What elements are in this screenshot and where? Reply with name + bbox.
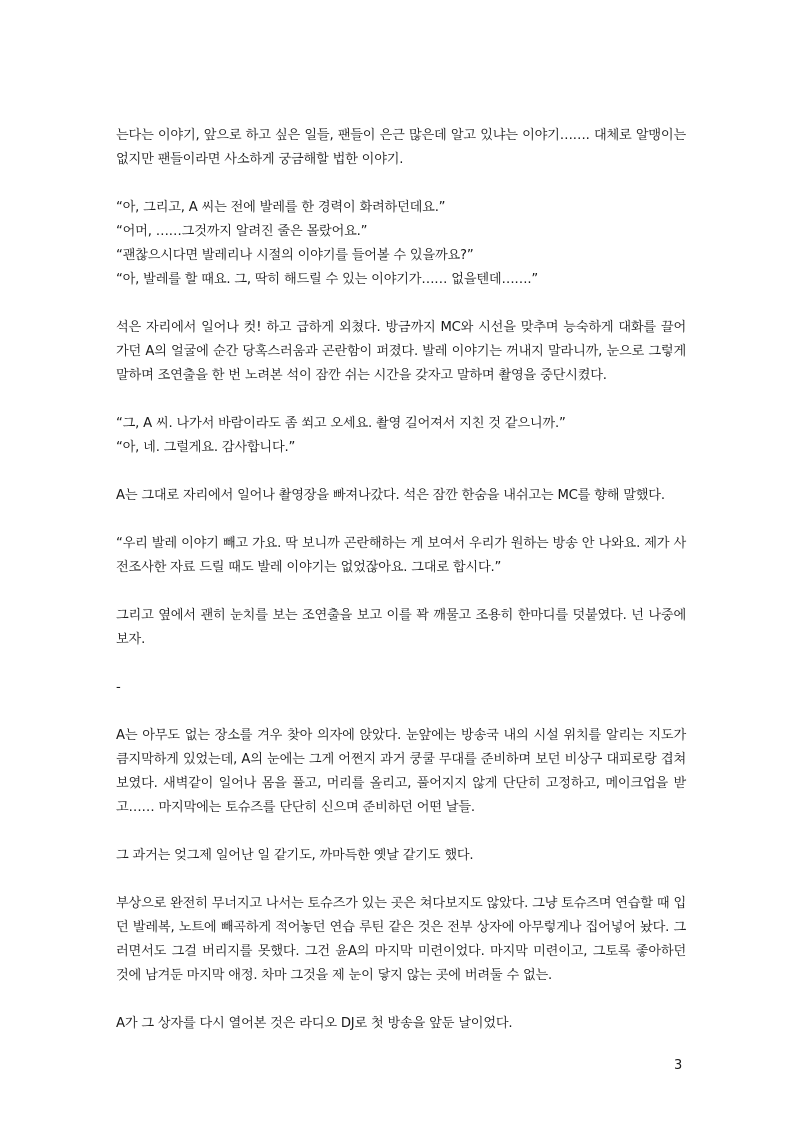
blank-line [116, 388, 686, 412]
dialogue-line: “아, 발레를 할 때요. 그, 딱히 해드릴 수 있는 이야기가…… 없을텐데…….” [116, 272, 539, 287]
dialogue-line: “우리 발레 이야기 빼고 가요. 딱 보니까 곤란해하는 게 보여서 우리가 원하는 방송 안 나와요. 제가 사전조사한 자료 드릴 때도 발레 이야기는 없었잖아요. 그대로 합시다.” [116, 536, 686, 575]
paragraph: A가 그 상자를 다시 열어본 것은 라디오 DJ로 첫 방송을 앞둔 날이었다. [116, 1016, 513, 1031]
paragraph: 석은 자리에서 일어나 컷! 하고 급하게 외쳤다. 방금까지 MC와 시선을 맞추며 능숙하게 대화를 끌어가던 A의 얼굴에 순간 당혹스러움과 곤란함이 퍼졌다. 발레 이야기는 꺼내지 말라니까, 눈으로 그렇게 말하며 조연출을 한 번 노려본 석이 잠깐 쉬는 시간을 갖자고 말하며 촬영을 중단시켰다. [116, 320, 686, 383]
blank-line [116, 868, 686, 892]
blank-line [116, 508, 686, 532]
blank-line [116, 652, 686, 676]
paragraph: 그 과거는 엊그제 일어난 일 같기도, 까마득한 옛날 같기도 했다. [116, 848, 474, 863]
blank-line [116, 580, 686, 604]
dialogue-line: “아, 네. 그럴게요. 감사합니다.” [116, 440, 296, 455]
dialogue-line: “아, 그리고, A 씨는 전에 발레를 한 경력이 화려하던데요.” [116, 200, 446, 215]
blank-line [116, 988, 686, 1012]
paragraph: A는 그대로 자리에서 일어나 촬영장을 빠져나갔다. 석은 잠깐 한숨을 내쉬고는 MC를 향해 말했다. [116, 488, 665, 503]
blank-line [116, 700, 686, 724]
paragraph: 그리고 옆에서 괜히 눈치를 보는 조연출을 보고 이를 꽉 깨물고 조용히 한마디를 덧붙였다. 넌 나중에 보자. [116, 608, 686, 647]
blank-line [116, 460, 686, 484]
blank-line [116, 172, 686, 196]
dialogue-line: “어머, ……그것까지 알려진 줄은 몰랐어요.” [116, 224, 368, 239]
dialogue-line: “그, A 씨. 나가서 바람이라도 좀 쐬고 오세요. 촬영 길어져서 지친 것 같으니까.” [116, 416, 566, 431]
paragraph: A는 아무도 없는 장소를 겨우 찾아 의자에 앉았다. 눈앞에는 방송국 내의 시설 위치를 알리는 지도가 큼지막하게 있었는데, A의 눈에는 그게 어쩐지 과거 쿵쿨 무대를 준비하며 보던 비상구 대피로랑 겹쳐보였다. 새벽같이 일어나 몸을 풀고, 머리를 올리고, 풀어지지 않게 단단히 고정하고, 메이크업을 받고…… 마지막에는 토슈즈를 단단히 신으며 준비하던 어떤 날들. [116, 728, 686, 815]
scene-break: - [116, 680, 121, 695]
paragraph: 부상으로 완전히 무너지고 나서는 토슈즈가 있는 곳은 쳐다보지도 않았다. 그냥 토슈즈며 연습할 때 입던 발레복, 노트에 빼곡하게 적어놓던 연습 루틴 같은 것은 전부 상자에 아무렇게나 집어넣어 놨다. 그러면서도 그걸 버리지를 못했다. 그건 윤A의 마지막 미련이었다. 마지막 미련이고, 그토록 좋아하던 것에 남겨둔 마지막 애정. 차마 그것을 제 눈이 닿지 않는 곳에 버려둘 수 없는. [116, 896, 686, 983]
blank-line [116, 820, 686, 844]
paragraph: 는다는 이야기, 앞으로 하고 싶은 일들, 팬들이 은근 많은데 알고 있냐는 이야기……. 대체로 알맹이는 없지만 팬들이라면 사소하게 궁금해할 법한 이야기. [116, 128, 686, 167]
page-body [116, 124, 686, 1036]
dialogue-line: “괜찮으시다면 발레리나 시절의 이야기를 들어볼 수 있을까요?” [116, 248, 474, 263]
page-number: 3 [674, 1058, 683, 1073]
blank-line [116, 292, 686, 316]
